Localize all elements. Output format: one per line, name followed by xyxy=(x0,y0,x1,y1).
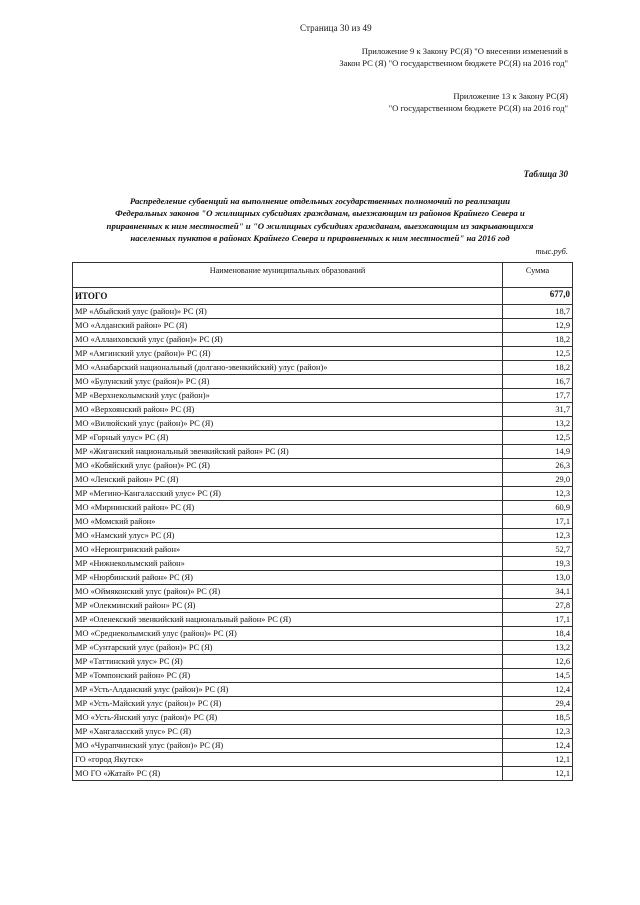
subsidy-sum: 12,5 xyxy=(503,347,573,361)
table-row xyxy=(73,403,573,417)
table-row xyxy=(73,417,573,431)
table-row xyxy=(73,389,573,403)
table-row xyxy=(73,613,573,627)
subsidy-sum: 17,7 xyxy=(503,389,573,403)
municipality-name: МО «Алданский район» РС (Я) xyxy=(73,319,503,333)
table-row xyxy=(73,445,573,459)
subsidy-sum: 16,7 xyxy=(503,375,573,389)
subsidy-sum: 17,1 xyxy=(503,515,573,529)
subsidy-sum: 18,2 xyxy=(503,333,573,347)
subsidy-sum: 13,2 xyxy=(503,417,573,431)
table-row xyxy=(73,529,573,543)
table-row xyxy=(73,319,573,333)
table-row xyxy=(73,641,573,655)
table-row xyxy=(73,375,573,389)
table-row xyxy=(73,487,573,501)
subsidy-sum: 18,4 xyxy=(503,627,573,641)
subsidy-table xyxy=(72,262,573,781)
appendix-9-line-2: Закон РС (Я) "О государственном бюджете РС(Я) на 2016 год" xyxy=(339,58,568,68)
municipality-name: МО «Мирнинский район» РС (Я) xyxy=(73,501,503,515)
municipality-name: МО «Верхоянский район» РС (Я) xyxy=(73,403,503,417)
municipality-name: МР «Нижнеколымский район» xyxy=(73,557,503,571)
municipality-name: МО ГО «Жатай» РС (Я) xyxy=(73,767,503,781)
total-row xyxy=(73,288,573,305)
subsidy-sum: 13,0 xyxy=(503,571,573,585)
table-row xyxy=(73,739,573,753)
subsidy-sum: 52,7 xyxy=(503,543,573,557)
municipality-name: МР «Абыйский улус (район)» РС (Я) xyxy=(73,305,503,319)
municipality-name: МО «Кобяйский улус (район)» РС (Я) xyxy=(73,459,503,473)
table-label: Таблица 30 xyxy=(523,169,568,179)
table-row xyxy=(73,431,573,445)
subsidy-sum: 12,3 xyxy=(503,725,573,739)
municipality-name: МР «Жиганский национальный эвенкийский район» РС (Я) xyxy=(73,445,503,459)
subsidy-sum: 17,1 xyxy=(503,613,573,627)
subsidy-sum: 18,7 xyxy=(503,305,573,319)
subsidy-sum: 27,8 xyxy=(503,599,573,613)
table-row xyxy=(73,655,573,669)
total-sum: 677,0 xyxy=(503,288,573,305)
subsidy-sum: 19,3 xyxy=(503,557,573,571)
table-row xyxy=(73,725,573,739)
subsidy-sum: 29,4 xyxy=(503,697,573,711)
table-row xyxy=(73,767,573,781)
subsidy-sum: 26,3 xyxy=(503,459,573,473)
municipality-name: МР «Верхнеколымский улус (район)» xyxy=(73,389,503,403)
header-sum: Сумма xyxy=(503,263,573,288)
municipality-name: МР «Мегино-Кангаласский улус» РС (Я) xyxy=(73,487,503,501)
subsidy-sum: 29,0 xyxy=(503,473,573,487)
municipality-name: МР «Усть-Алданский улус (район)» РС (Я) xyxy=(73,683,503,697)
municipality-name: МР «Оленекский эвенкийский национальный район» РС (Я) xyxy=(73,613,503,627)
page-counter: Страница 30 из 49 xyxy=(300,23,372,33)
municipality-name: МО «Оймяконский улус (район)» РС (Я) xyxy=(73,585,503,599)
municipality-name: МО «Намский улус» РС (Я) xyxy=(73,529,503,543)
table-row xyxy=(73,473,573,487)
subsidy-sum: 14,9 xyxy=(503,445,573,459)
subsidy-sum: 12,3 xyxy=(503,529,573,543)
table-row xyxy=(73,557,573,571)
appendix-13-line-2: "О государственном бюджете РС(Я) на 2016 год" xyxy=(388,103,568,113)
table-row xyxy=(73,585,573,599)
total-label: ИТОГО xyxy=(73,288,503,305)
table-row xyxy=(73,683,573,697)
subsidy-sum: 12,1 xyxy=(503,767,573,781)
header-municipality: Наименование муниципальных образований xyxy=(73,263,503,288)
municipality-name: МР «Томпонский район» РС (Я) xyxy=(73,669,503,683)
table-row xyxy=(73,669,573,683)
municipality-name: МО «Булунский улус (район)» РС (Я) xyxy=(73,375,503,389)
municipality-name: МО «Анабарский национальный (долгано-эвенкийский) улус (район)» xyxy=(73,361,503,375)
municipality-name: МО «Вилюйский улус (район)» РС (Я) xyxy=(73,417,503,431)
subsidy-sum: 12,3 xyxy=(503,487,573,501)
table-row xyxy=(73,543,573,557)
subsidy-sum: 12,5 xyxy=(503,431,573,445)
appendix-9-line-1: Приложение 9 к Закону РС(Я) "О внесении изменений в xyxy=(361,46,568,56)
table-row xyxy=(73,627,573,641)
municipality-name: МР «Нюрбинский район» РС (Я) xyxy=(73,571,503,585)
table-header-row xyxy=(73,263,573,288)
subsidy-sum: 31,7 xyxy=(503,403,573,417)
subsidy-sum: 13,2 xyxy=(503,641,573,655)
municipality-name: МО «Усть-Янский улус (район)» РС (Я) xyxy=(73,711,503,725)
title-line: населенных пунктов в районах Крайнего Севера и приравненных к ним местностей" на 2016 год xyxy=(130,233,510,244)
table-row xyxy=(73,599,573,613)
municipality-name: МР «Усть-Майский улус (район)» РС (Я) xyxy=(73,697,503,711)
municipality-name: МО «Нерюнгринский район» xyxy=(73,543,503,557)
table-row xyxy=(73,753,573,767)
subsidy-sum: 34,1 xyxy=(503,585,573,599)
table-row xyxy=(73,697,573,711)
municipality-name: МО «Аллаиховский улус (район)» РС (Я) xyxy=(73,333,503,347)
municipality-name: МР «Амгинский улус (район)» РС (Я) xyxy=(73,347,503,361)
subsidy-sum: 12,4 xyxy=(503,683,573,697)
table-row xyxy=(73,501,573,515)
municipality-name: МР «Таттинский улус» РС (Я) xyxy=(73,655,503,669)
appendix-9-note xyxy=(339,45,568,69)
title-line: Федеральных законов "О жилищных субсидиях гражданам, выезжающим из районов Крайнего Севера и xyxy=(115,208,525,219)
subsidy-sum: 18,2 xyxy=(503,361,573,375)
subsidy-sum: 12,6 xyxy=(503,655,573,669)
municipality-name: МР «Сунтарский улус (район)» РС (Я) xyxy=(73,641,503,655)
municipality-name: МО «Среднеколымский улус (район)» РС (Я) xyxy=(73,627,503,641)
document-title xyxy=(72,195,568,245)
table-row xyxy=(73,305,573,319)
subsidy-sum: 12,4 xyxy=(503,739,573,753)
table-row xyxy=(73,459,573,473)
table-row xyxy=(73,711,573,725)
municipality-name: ГО «город Якутск» xyxy=(73,753,503,767)
title-line: приравненных к ним местностей" и "О жилищных субсидиях гражданам, выезжающим из закрывающихся xyxy=(106,220,534,231)
table-row xyxy=(73,515,573,529)
subsidy-sum: 18,5 xyxy=(503,711,573,725)
municipality-name: МР «Олекминский район» РС (Я) xyxy=(73,599,503,613)
subsidy-sum: 12,1 xyxy=(503,753,573,767)
municipality-name: МР «Хангаласский улус» РС (Я) xyxy=(73,725,503,739)
subsidy-sum: 12,9 xyxy=(503,319,573,333)
subsidy-sum: 60,9 xyxy=(503,501,573,515)
municipality-name: МР «Горный улус» РС (Я) xyxy=(73,431,503,445)
table-row xyxy=(73,347,573,361)
table-row xyxy=(73,333,573,347)
municipality-name: МО «Ленский район» РС (Я) xyxy=(73,473,503,487)
units-label: тыс.руб. xyxy=(535,246,568,256)
table-row xyxy=(73,571,573,585)
appendix-13-note xyxy=(389,90,568,114)
subsidy-sum: 14,5 xyxy=(503,669,573,683)
municipality-name: МО «Момский район» xyxy=(73,515,503,529)
appendix-13-line-1: Приложение 13 к Закону РС(Я) xyxy=(453,91,568,101)
title-line: Распределение субвенций на выполнение отдельных государственных полномочий по реализации xyxy=(129,196,511,206)
table-row xyxy=(73,361,573,375)
municipality-name: МО «Чурапчинский улус (район)» РС (Я) xyxy=(73,739,503,753)
